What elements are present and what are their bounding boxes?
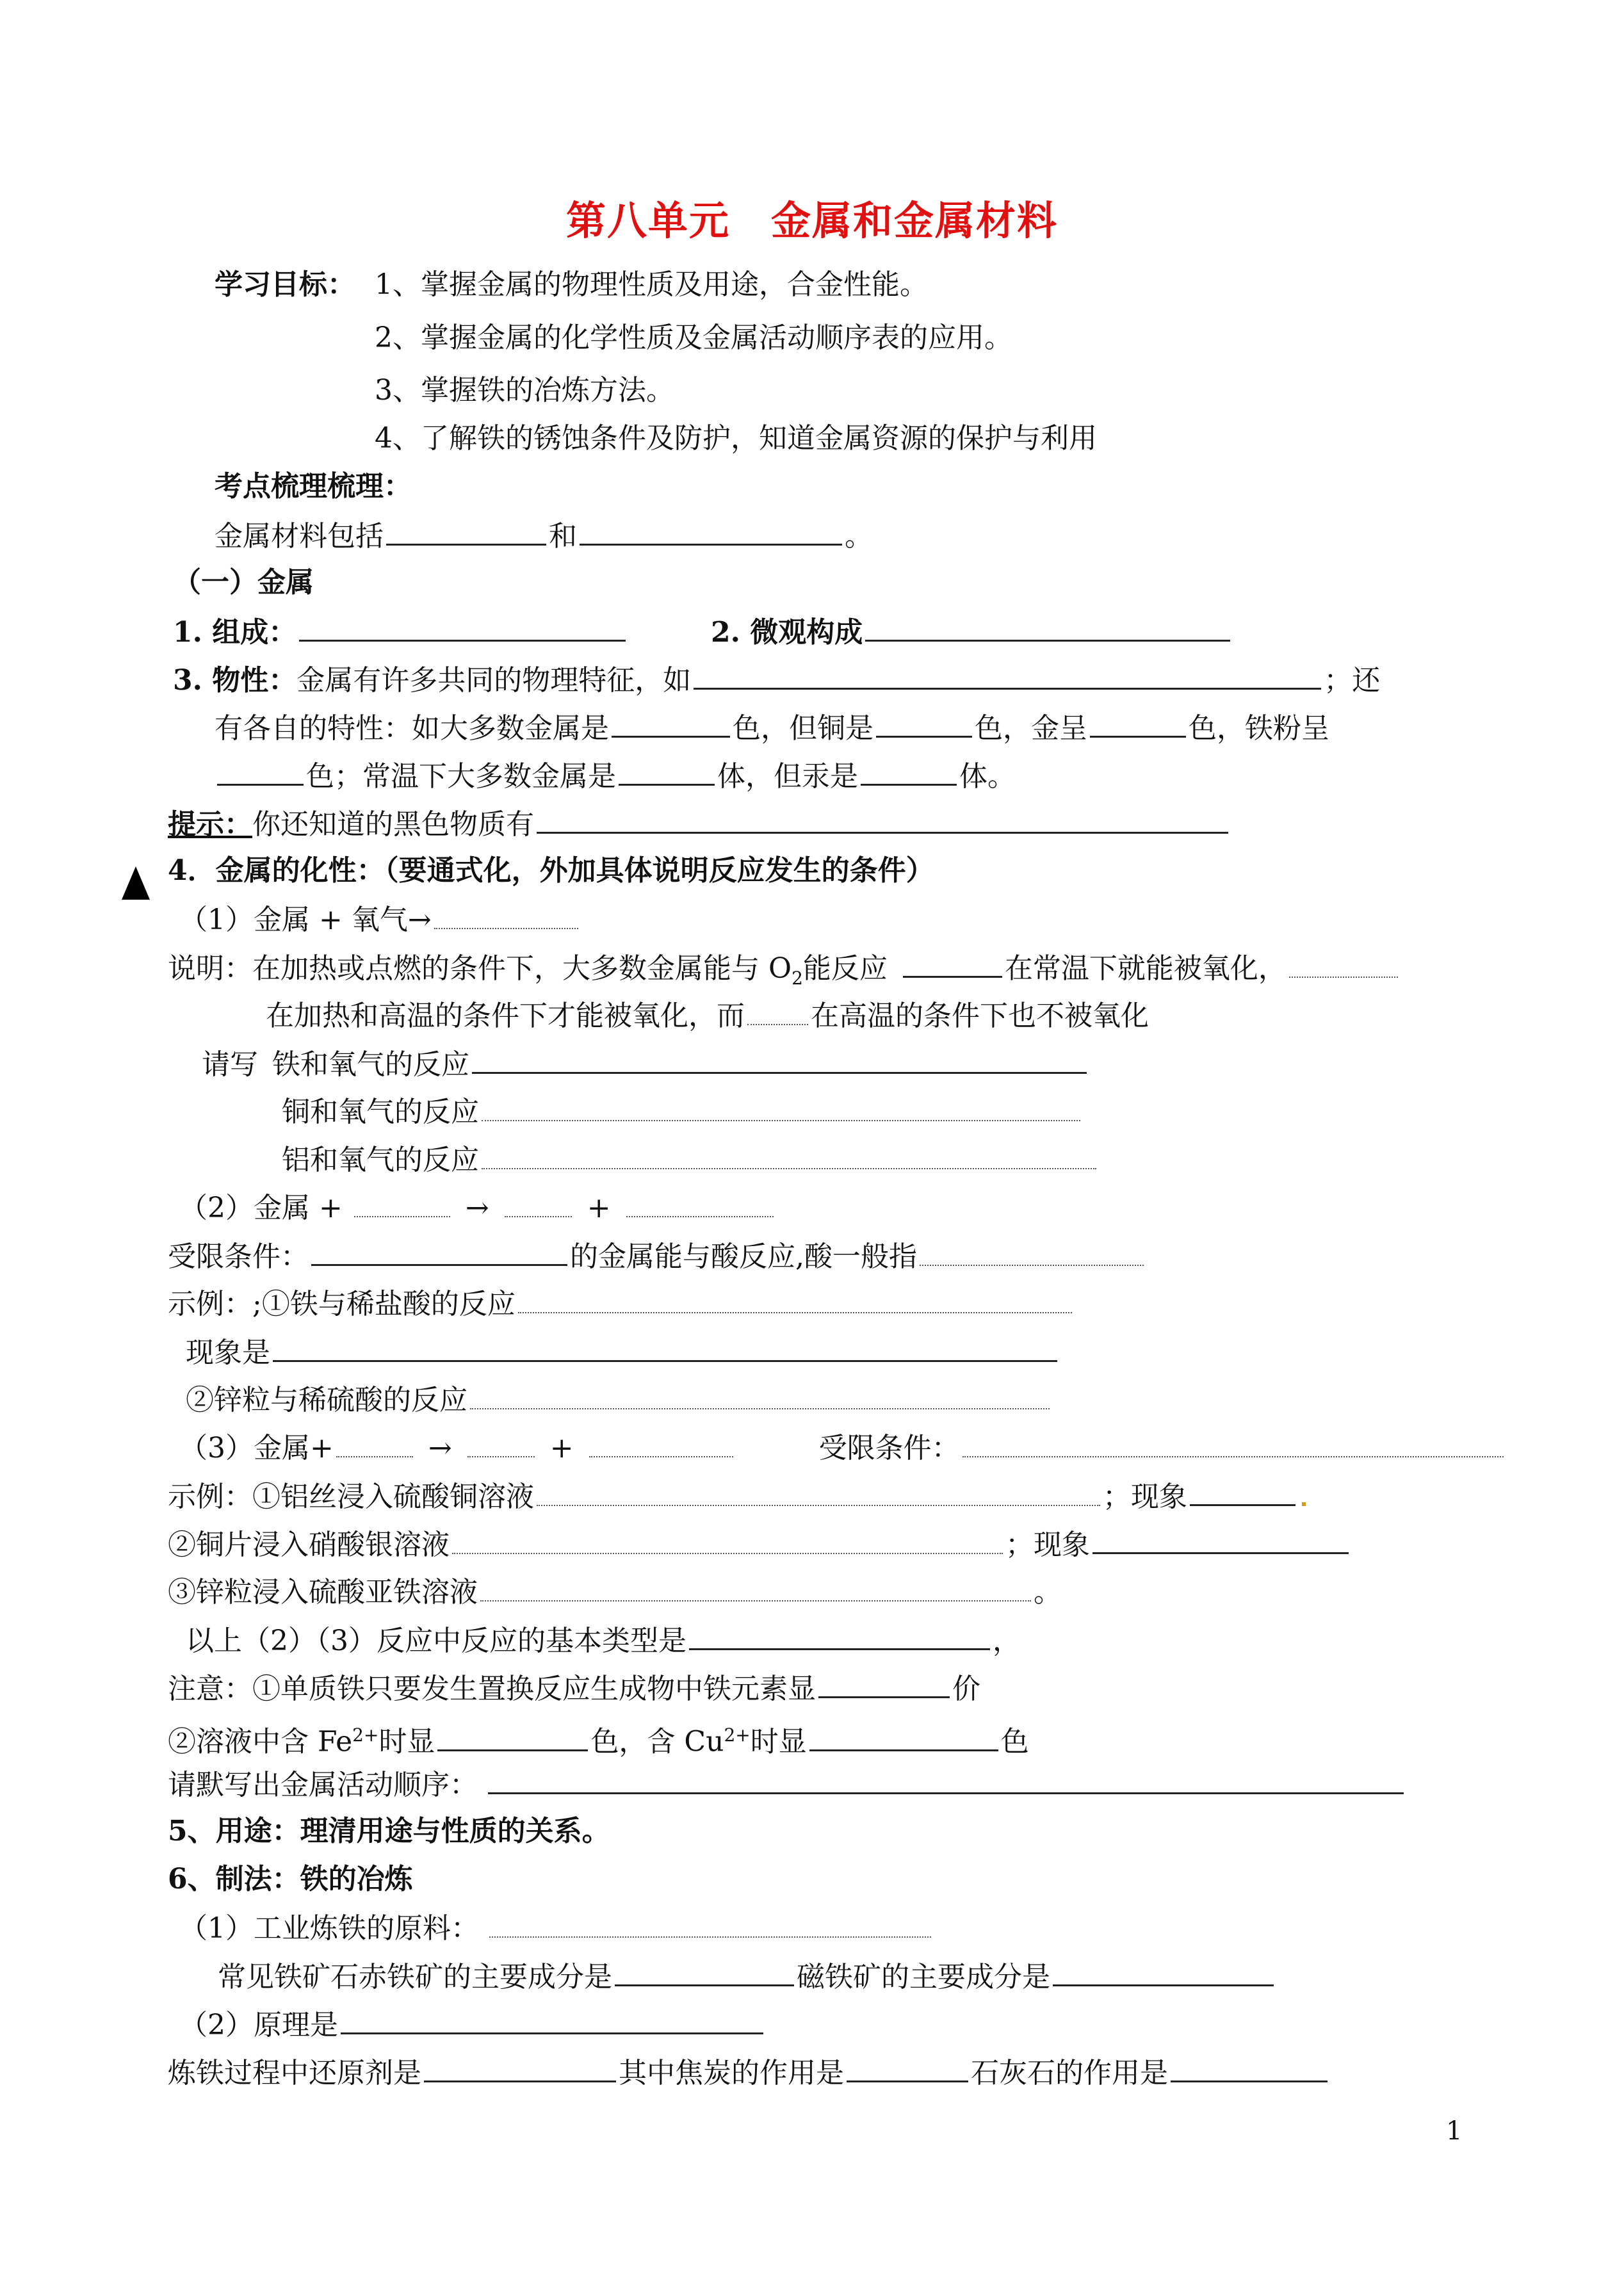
blank-raw-materials[interactable] [489, 1908, 931, 1938]
item-3-text-c: 有各自的特性：如大多数金属是 [215, 712, 609, 745]
blank-phenomenon-2[interactable] [1190, 1476, 1295, 1506]
blank-acid-type[interactable] [920, 1237, 1144, 1266]
blank-fe-color[interactable] [437, 1721, 588, 1751]
blank-r3-product-1[interactable] [467, 1428, 535, 1457]
fe-charge: 2+ [352, 1724, 379, 1746]
blank-high-temp-metal[interactable] [1289, 948, 1398, 978]
limit-line-1 [168, 1236, 1146, 1276]
item-5-heading: 5、用途：理清用途与性质的关系。 [168, 1815, 610, 1847]
example-zn-feso4: ③锌粒浸入硫酸亚铁溶液 [168, 1576, 478, 1609]
item-3-line-2 [215, 708, 1329, 748]
blank-metal-color[interactable] [612, 708, 730, 738]
item-3-text-f: 色，铁粉呈 [1189, 712, 1329, 745]
reaction-type-line [186, 1620, 1021, 1660]
blank-aluminum-oxygen[interactable] [482, 1140, 1096, 1169]
mark-dot [1302, 1502, 1306, 1506]
example-label-2: 示例： [168, 1480, 252, 1513]
item-3-text-b: ；还 [1324, 664, 1381, 697]
blank-limestone-role[interactable] [1171, 2052, 1328, 2082]
explain-line-2 [266, 996, 1149, 1035]
item-3-text-a: 金属有许多共同的物理特征，如 [296, 664, 692, 697]
item-3-line-3 [215, 756, 1016, 796]
comma-mark: ， [993, 1625, 1021, 1657]
blank-coke-role[interactable] [847, 2052, 968, 2082]
blank-iron-powder-color[interactable] [217, 756, 304, 786]
blank-phenomenon-3[interactable] [1092, 1524, 1349, 1554]
review-heading: 考点梳理梳理： [215, 470, 412, 503]
example-line-3 [168, 1476, 1306, 1516]
item-4-heading-line [168, 852, 934, 890]
note-2-text-e: 色 [1000, 1725, 1029, 1758]
limit-label-1: 受限条件： [168, 1240, 309, 1273]
blank-iron-valence[interactable] [818, 1668, 950, 1698]
example-zinc-h2so4: ②锌粒与稀硫酸的反应 [186, 1384, 467, 1416]
item-3-line-1 [173, 660, 1380, 700]
reaction-2-text: （2）金属 + [179, 1192, 343, 1224]
example-line-2 [186, 1380, 1052, 1420]
goal-3: 3、掌握铁的冶炼方法。 [375, 374, 674, 407]
note-2-text-d: 时显 [750, 1725, 807, 1758]
blank-micro[interactable] [865, 612, 1230, 642]
explain-label: 说明： [168, 952, 252, 985]
blank-inert-metal[interactable] [747, 996, 808, 1025]
materials-text-a: 金属材料包括 [215, 520, 384, 553]
item-3-text-i: 体。 [959, 760, 1016, 793]
note-2-text-b: 时显 [378, 1725, 435, 1758]
limit-text-a: 的金属能与酸反应,酸一般指 [570, 1240, 917, 1273]
tip-line [168, 804, 1231, 844]
reaction-3-line [179, 1428, 1506, 1468]
blank-activity-order[interactable] [488, 1764, 1404, 1794]
arrow-r3: → [428, 1432, 452, 1464]
blank-hematite[interactable] [615, 1956, 794, 1986]
note-line-2 [168, 1716, 1029, 1762]
example-line-1 [168, 1284, 1075, 1324]
goal-4: 4、了解铁的锈蚀条件及防护，知道金属资源的保护与利用 [375, 422, 1097, 455]
cu-charge: 2+ [724, 1724, 751, 1746]
reaction-1-line [179, 900, 581, 939]
example-label-1: 示例：; [168, 1288, 262, 1320]
goal-1: 1、掌握金属的物理性质及用途，合金性能。 [375, 268, 928, 301]
reaction-1-text: （1）金属 + 氧气→ [179, 904, 432, 936]
note-2-text-c: 色，含 Cu [590, 1725, 724, 1758]
item-3-text-e: 色，金呈 [975, 712, 1087, 745]
plus-r3: + [549, 1432, 574, 1464]
write-line-2 [282, 1092, 1083, 1131]
blank-cu-agno3[interactable] [452, 1525, 1003, 1554]
example-cu-agno3: ②铜片浸入硝酸银溶液 [168, 1529, 450, 1561]
blank-iron-hcl[interactable] [518, 1284, 1072, 1313]
raw-materials-line [179, 1908, 934, 1948]
materials-text-c: 。 [845, 520, 873, 553]
example-iron-hcl: ①铁与稀盐酸的反应 [261, 1288, 516, 1320]
blank-copper-oxygen[interactable] [482, 1092, 1080, 1121]
phenomenon-line [186, 1332, 1060, 1372]
triangle-marker-icon [122, 866, 150, 900]
principle-line [179, 2004, 766, 2045]
item-3-text-d: 色，但铜是 [733, 712, 873, 745]
blank-al-cuso4[interactable] [537, 1477, 1100, 1506]
item-6-heading: 6、制法：铁的冶炼 [168, 1863, 413, 1895]
item-3-label: 3. 物性： [173, 664, 297, 697]
write-line-1 [202, 1044, 1089, 1084]
blank-r2-product-2[interactable] [626, 1188, 774, 1217]
page-number: 1 [1446, 2116, 1463, 2146]
magnetite-text: 磁铁矿的主要成分是 [797, 1961, 1050, 1993]
materials-text-b: 和 [549, 520, 577, 553]
note-line-1 [168, 1668, 980, 1708]
note-2-text-a: ②溶液中含 Fe [168, 1725, 353, 1758]
activity-order-line [168, 1764, 1406, 1804]
write-aluminum-oxygen: 铝和氧气的反应 [282, 1144, 479, 1176]
blank-mercury-state[interactable] [861, 756, 957, 786]
hematite-text: 常见铁矿石赤铁矿的主要成分是 [218, 1961, 612, 1993]
example-line-5 [168, 1572, 1062, 1612]
blank-materials-2[interactable] [580, 515, 842, 546]
note-1-text: ①单质铁只要发生置换反应生成物中铁元素显 [252, 1673, 816, 1705]
example-line-4 [168, 1524, 1351, 1564]
phenomenon-label-2: ；现象 [1103, 1480, 1187, 1513]
item-2-label: 2. 微观构成 [711, 616, 863, 649]
page-title: 第八单元 金属和金属材料 [565, 197, 1058, 244]
reaction-2-line [179, 1188, 776, 1228]
write-copper-oxygen: 铜和氧气的反应 [282, 1096, 479, 1128]
blank-principle[interactable] [341, 2004, 763, 2034]
blank-iron-oxygen[interactable] [472, 1044, 1087, 1074]
write-label: 请写 [202, 1048, 258, 1081]
explain-line-1 [168, 948, 1401, 998]
blank-r1-product[interactable] [434, 900, 578, 929]
blank-r3-reactant[interactable] [336, 1428, 413, 1457]
explain-text-a: 在加热或点燃的条件下，大多数金属能与 O [252, 952, 792, 985]
blank-reaction-type[interactable] [689, 1620, 990, 1650]
note-1-unit: 价 [952, 1673, 980, 1705]
arrow-r2: → [465, 1192, 489, 1224]
item-1-label: 1. 组成： [173, 616, 297, 649]
reaction-type-text: 以上（2）（3）反应中反应的基本类型是 [186, 1625, 686, 1657]
blank-black-substances[interactable] [537, 804, 1228, 834]
item-2-line [711, 612, 1233, 652]
blank-zn-feso4[interactable] [480, 1572, 1031, 1602]
goals-label: 学习目标： [215, 268, 355, 301]
blank-gold-color[interactable] [1090, 708, 1186, 738]
blank-limit-metal[interactable] [311, 1236, 567, 1266]
tip-label: 提示： [168, 808, 252, 841]
blank-physical-features[interactable] [694, 660, 1321, 690]
phenomenon-label: 现象是 [186, 1336, 270, 1369]
plus-r2: + [587, 1192, 611, 1224]
period-mark: 。 [1034, 1576, 1062, 1609]
blank-r3-product-2[interactable] [589, 1428, 733, 1457]
write-iron-oxygen: 铁和氧气的反应 [272, 1048, 469, 1081]
phenomenon-label-3: ；现象 [1005, 1529, 1090, 1561]
blank-magnetite[interactable] [1053, 1956, 1274, 1986]
blank-metal-state[interactable] [619, 756, 715, 786]
reducer-line [168, 2052, 1330, 2093]
explain-subscript: 2 [792, 967, 803, 989]
principle-label: （2）原理是 [179, 2009, 338, 2041]
blank-reducer[interactable] [424, 2052, 616, 2082]
limit-label-2: 受限条件： [818, 1432, 960, 1464]
blank-cu-color[interactable] [809, 1721, 998, 1751]
explain-text-b: 能反应 [802, 952, 888, 985]
blank-normal-temp-metal[interactable] [903, 948, 1002, 978]
item-4-note: （要通式化，外加具体说明反应发生的条件） [384, 854, 934, 887]
note-label: 注意： [168, 1673, 252, 1705]
explain-text-e: 在高温的条件下也不被氧化 [811, 1000, 1149, 1032]
blank-materials-1[interactable] [386, 515, 546, 546]
item-3-text-g: 色；常温下大多数金属是 [306, 760, 616, 793]
section-1-heading: （一）金属 [173, 566, 314, 599]
explain-text-d: 在加热和高温的条件下才能被氧化，而 [266, 1000, 745, 1032]
item-1-line [173, 612, 628, 652]
blank-phenomenon[interactable] [273, 1332, 1057, 1362]
item-3-text-h: 体，但汞是 [717, 760, 858, 793]
blank-zinc-h2so4[interactable] [470, 1380, 1050, 1409]
explain-text-c: 在常温下就能被氧化， [1004, 952, 1287, 985]
blank-r3-limit[interactable] [962, 1428, 1504, 1457]
blank-r2-reactant[interactable] [354, 1188, 450, 1217]
blank-composition[interactable] [299, 612, 626, 642]
materials-line [215, 515, 873, 556]
example-al-cuso4: ①铝丝浸入硫酸铜溶液 [252, 1480, 534, 1513]
raw-materials-label: （1）工业炼铁的原料： [179, 1912, 479, 1945]
blank-r2-product-1[interactable] [505, 1188, 572, 1217]
reaction-3-text: （3）金属+ [179, 1432, 334, 1464]
coke-text: 其中焦炭的作用是 [619, 2057, 844, 2089]
goal-2: 2、掌握金属的化学性质及金属活动顺序表的应用。 [375, 321, 1012, 354]
reducer-text: 炼铁过程中还原剂是 [168, 2057, 421, 2089]
item-4-heading: 4．金属的化性： [168, 854, 385, 887]
activity-order-label: 请默写出金属活动顺序： [168, 1769, 478, 1801]
write-line-3 [282, 1140, 1099, 1180]
ore-line [218, 1956, 1276, 1997]
limestone-text: 石灰石的作用是 [971, 2057, 1168, 2089]
tip-text: 你还知道的黑色物质有 [252, 808, 534, 841]
blank-copper-color[interactable] [876, 708, 972, 738]
